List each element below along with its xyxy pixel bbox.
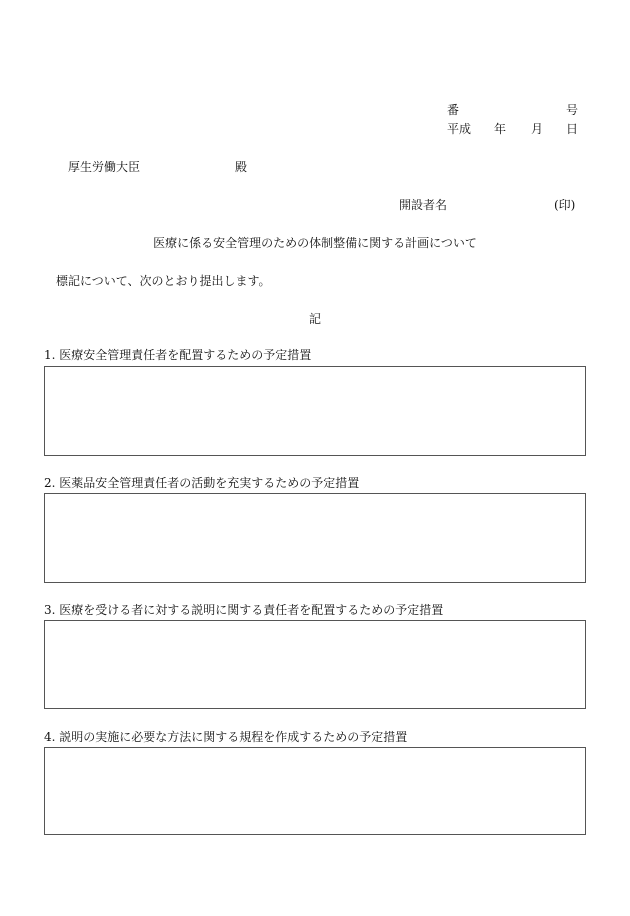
item-2-label: 2. 医薬品安全管理責任者の活動を充実するための予定措置 — [44, 476, 360, 490]
item-2-field[interactable] — [44, 493, 586, 583]
number-label: 番 — [447, 103, 460, 117]
item-3-field[interactable] — [44, 620, 586, 709]
item-4-label: 4. 説明の実施に必要な方法に関する規程を作成するための予定措置 — [44, 730, 408, 744]
item-3-label: 3. 医療を受ける者に対する説明に関する責任者を配置するための予定措置 — [44, 603, 444, 617]
addressee-name: 厚生労働大臣 — [68, 160, 141, 174]
ki-heading: 記 — [308, 312, 321, 326]
item-1-field[interactable] — [44, 366, 586, 456]
item-1-label: 1. 医療安全管理責任者を配置するための予定措置 — [44, 348, 312, 362]
date-era: 平成 — [447, 122, 472, 136]
seal-mark: (印) — [554, 198, 576, 212]
date-month: 月 — [531, 122, 544, 136]
date-day: 日 — [566, 122, 579, 136]
date-year: 年 — [494, 122, 507, 136]
intro-text: 標記について、次のとおり提出します。 — [56, 274, 271, 288]
document-title: 医療に係る安全管理のための体制整備に関する計画について — [153, 236, 477, 250]
item-4-field[interactable] — [44, 747, 586, 835]
founder-label: 開設者名 — [399, 198, 448, 212]
number-suffix: 号 — [566, 103, 579, 117]
addressee-honorific: 殿 — [235, 160, 248, 174]
